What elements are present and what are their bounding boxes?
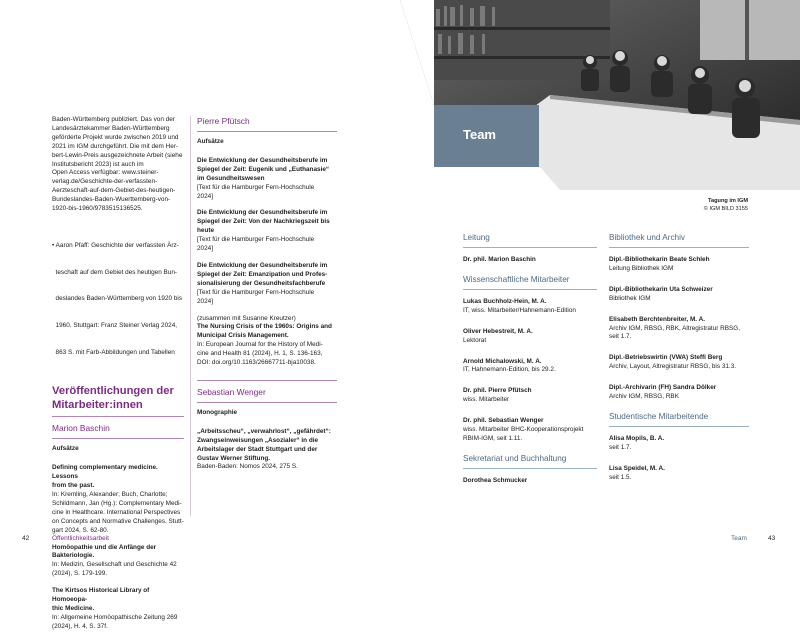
entry-title: sionalisierung der Gesundheitsfachberufe xyxy=(197,279,326,287)
publication-entry xyxy=(197,209,337,254)
person-entry xyxy=(463,358,597,376)
person-role: Lektorat xyxy=(463,336,487,344)
text-line: • Aaron Pfaff: Geschichte der verfassten Ärz- xyxy=(52,241,179,249)
person-name: Lisa Speidel, M. A. xyxy=(609,464,665,472)
footer-section-label: Öffentlichkeitsarbeit xyxy=(52,535,109,542)
publication-entry xyxy=(52,464,184,535)
author-name-pfuetsch: Pierre Pfütsch xyxy=(197,116,250,126)
person-entry xyxy=(463,417,597,444)
text-line: 1920-bis-1960/9783515136525. xyxy=(52,205,143,213)
text-line: 863 S. mit Farb-Abbildungen und Tabellen xyxy=(52,348,175,356)
column-rule xyxy=(190,116,191,516)
page-number-left: 42 xyxy=(22,535,30,542)
entry-text: Schildmann, Jan (Hg.): Complementary Medi- xyxy=(52,499,182,507)
entry-title: Bakteriologie. xyxy=(52,552,95,560)
caption-credit: © IGM BILD 3155 xyxy=(703,206,748,212)
entry-title: Die Entwicklung der Gesundheitsberufe im xyxy=(197,261,328,269)
publication-entry xyxy=(197,262,337,307)
person-entry xyxy=(463,387,597,405)
team-column-2 xyxy=(609,233,749,483)
person-role: Leitung Bibliothek IGM xyxy=(609,264,674,272)
left-column-2 xyxy=(197,116,337,472)
publication-entry xyxy=(52,544,184,580)
entry-text: gart 2024, S. 62-80. xyxy=(52,526,109,534)
person-role: IT, Hahnemann-Edition, bis 29.2. xyxy=(463,366,556,374)
entry-title: Die Entwicklung der Gesundheitsberufe im xyxy=(197,209,328,217)
entry-text: (zusammen mit Susanne Kreutzer) xyxy=(197,314,296,322)
entry-text: [Text für die Hamburger Fern-Hochschule xyxy=(197,288,315,296)
entry-title: Defining complementary medicine. Lessons xyxy=(52,464,158,481)
page-number-right: 43 xyxy=(768,535,776,542)
entry-text: Baden-Baden: Nomos 2024, 275 S. xyxy=(197,463,298,471)
person-entry xyxy=(609,354,749,372)
person-role: Archiv IGM, RBSG, RBK, Altregistratur RBSG, xyxy=(609,324,741,332)
heading-leitung: Leitung xyxy=(463,233,490,242)
text-line: Bundeslandes-Baden-Wuerttemberg-von- xyxy=(52,196,171,204)
text-line: Landesärztekammer Baden-Württemberg xyxy=(52,124,170,132)
entry-text: (2024), H. 4, S. 37f. xyxy=(52,622,108,630)
person-name: Dr. phil. Pierre Pfütsch xyxy=(463,387,532,395)
entry-title: Spiegel der Zeit: Emanzipation und Profes- xyxy=(197,270,328,278)
text-line: 1960. Stuttgart: Franz Steiner Verlag 2024, xyxy=(52,321,178,329)
left-column-1 xyxy=(52,116,184,632)
person-entry xyxy=(609,384,749,402)
person-name: Dipl.-Bibliothekarin Uta Schweizer xyxy=(609,285,713,293)
person-role: wiss. Mitarbeiter BHC-Kooperationsprojekt xyxy=(463,426,584,434)
entry-title: Spiegel der Zeit: Von der Nachkriegszeit bis xyxy=(197,218,330,226)
text-line: Institutsbericht 2023) ist auch im xyxy=(52,160,144,168)
person-role: Bibliothek IGM xyxy=(609,294,651,302)
heading-line: Veröffentlichungen der xyxy=(52,385,174,398)
person-entry xyxy=(609,435,749,453)
entry-text: In: Kremling, Alexander; Buch, Charlotte; xyxy=(52,491,168,498)
text-line: Open Access verfügbar: www.steiner- xyxy=(52,169,159,177)
entry-text: on Concepts and Normative Challenges. Stutt- xyxy=(52,517,184,525)
footer-section-label-right: Team xyxy=(731,535,747,542)
entry-text: 2024] xyxy=(197,245,213,253)
page-title: Team xyxy=(463,127,496,142)
text-line: verlag.de/Geschichte-der-verfassten- xyxy=(52,178,158,186)
entry-title: Municipal Crisis Management. xyxy=(197,332,289,340)
publication-entry xyxy=(52,587,184,632)
person-name: Dr. phil. Marion Baschin xyxy=(463,256,536,263)
person-role: seit 1.5. xyxy=(609,473,632,481)
entry-text: [Text für die Hamburger Fern-Hochschule xyxy=(197,236,315,244)
text-line: Aerzteschaft-auf-dem-Gebiet-des-heutigen- xyxy=(52,187,176,195)
person-role: IT, wiss. Mitarbeiter/Hahnemann-Edition xyxy=(463,306,576,314)
section-label: Aufsätze xyxy=(197,138,224,145)
section-label: Aufsätze xyxy=(52,445,79,453)
heading-studentische: Studentische Mitarbeitende xyxy=(609,411,709,421)
entry-title: „Arbeitsscheu“, „verwahrlost“, „gefährdet“: xyxy=(197,427,331,435)
person-name: Dipl.-Betriebswirtin (VWA) Steffi Berg xyxy=(609,354,723,362)
person-role: Archiv, Layout, Altregistratur RBSG, bis 31.3. xyxy=(609,363,737,371)
publication-entry xyxy=(197,157,337,202)
entry-title: The Kirtsos Historical Library of Homoeopa- xyxy=(52,587,150,604)
entry-title: Arbeitslager der Stadt Stuttgart und der xyxy=(197,445,318,453)
person-name: Arnold Michalowski, M. A. xyxy=(463,357,542,365)
heading-wiss: Wissenschaftliche Mitarbeiter xyxy=(463,274,570,284)
photo-caption xyxy=(704,197,748,213)
entry-title: Gustav Werner Stiftung. xyxy=(197,454,271,462)
person-entry xyxy=(609,286,749,304)
section-label: Monographie xyxy=(197,408,238,416)
text-line: deslandes Baden-Württemberg von 1920 bis xyxy=(52,295,183,303)
text-line: 2021 im IGM durchgeführt. Die mit dem Her- xyxy=(52,142,179,150)
person-name: Lukas Buchholz-Hein, M. A. xyxy=(463,297,547,305)
publication-entry xyxy=(197,428,337,473)
entry-text: (2024), S. 179-199. xyxy=(52,570,108,578)
entry-title: Die Entwicklung der Gesundheitsberufe im xyxy=(197,156,328,164)
person-role: seit 1.7. xyxy=(609,333,632,341)
entry-title: from the past. xyxy=(52,482,95,490)
bullet-paragraph xyxy=(52,224,184,375)
publications-heading xyxy=(52,385,184,412)
entry-text: cine and Health 81 (2024), H. 1, S. 136-163, xyxy=(197,350,323,358)
author-name-wenger: Sebastian Wenger xyxy=(197,386,266,397)
team-column-1 xyxy=(463,233,597,486)
entry-title: Spiegel der Zeit: Eugenik und „Euthanasie“ xyxy=(197,165,330,173)
heading-sekretariat: Sekretariat und Buchhaltung xyxy=(463,453,567,463)
heading-bibliothek: Bibliothek und Archiv xyxy=(609,233,686,242)
person-entry xyxy=(463,328,597,346)
person-name: Alisa Mopils, B. A. xyxy=(609,434,665,442)
entry-text: In: Medizin, Gesellschaft und Geschichte 42 xyxy=(52,561,177,569)
person-role: seit 1.7. xyxy=(609,443,632,451)
entry-text: 2024] xyxy=(197,192,213,200)
person-entry xyxy=(609,256,749,274)
caption-title: Tagung im IGM xyxy=(708,198,748,204)
heading-line: Mitarbeiter:innen xyxy=(52,398,143,411)
entry-title: im Gesundheitswesen xyxy=(197,174,265,182)
author-name-baschin: Marion Baschin xyxy=(52,423,110,434)
intro-paragraph xyxy=(52,116,184,214)
person-role: Archiv IGM, RBSG, RBK xyxy=(609,393,679,401)
text-line: teschaft auf dem Gebiet des heutigen Bun- xyxy=(52,268,178,276)
entry-text: In: European Journal for the History of Medi- xyxy=(197,341,323,349)
person-name: Dipl.-Bibliothekarin Beate Schleh xyxy=(609,256,710,263)
entry-text: 2024] xyxy=(197,297,213,305)
entry-text: cine in Healthcare. International Perspectives xyxy=(52,508,181,516)
entry-text: DOI: doi.org/10.1163/26667711-bja10038. xyxy=(197,359,316,367)
person-name: Dorothea Schmucker xyxy=(463,476,528,484)
entry-title: thic Medicine. xyxy=(52,604,95,612)
person-name: Dipl.-Archivarin (FH) Sandra Dölker xyxy=(609,384,717,392)
person-entry xyxy=(609,316,749,343)
entry-title: The Nursing Crisis of the 1960s: Origins and xyxy=(197,323,332,331)
entry-title: Homöopathie und die Anfänge der xyxy=(52,543,157,551)
person-name: Dr. phil. Sebastian Wenger xyxy=(463,417,544,425)
entry-title: heute xyxy=(197,227,215,235)
person-name: Oliver Hebestreit, M. A. xyxy=(463,327,533,335)
person-entry xyxy=(609,465,749,483)
text-line: bert-Lewin-Preis ausgezeichnete Arbeit (siehe xyxy=(52,151,183,159)
publication-entry xyxy=(197,315,337,368)
text-line: geförderte Projekt wurde zwischen 2019 und xyxy=(52,133,179,141)
person-role: wiss. Mitarbeiter xyxy=(463,396,510,404)
person-name: Elisabeth Berchtenbreiter, M. A. xyxy=(609,315,706,323)
entry-title: Zwangseinweisungen „Asozialer“ in die xyxy=(197,436,319,444)
text-line: Baden-Württemberg publiziert. Das von der xyxy=(52,116,175,123)
entry-text: [Text für die Hamburger Fern-Hochschule xyxy=(197,183,315,191)
person-entry xyxy=(463,298,597,316)
person-role: RBIM-IGM, seit 1.11. xyxy=(463,434,523,442)
entry-text: In: Allgemeine Homöopathische Zeitung 269 xyxy=(52,613,178,621)
